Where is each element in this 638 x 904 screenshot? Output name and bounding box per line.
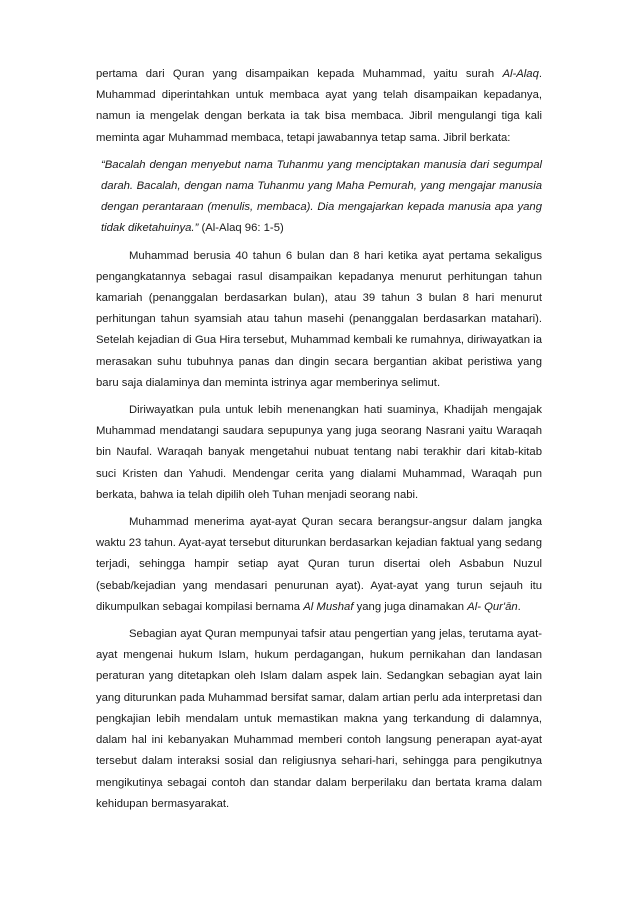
- paragraph-1: [96, 64, 542, 149]
- paragraph-2: Muhammad berusia 40 tahun 6 bulan dan 8 hari ketika ayat pertama sekaligus pengangkatannya sebagai rasul disampaikan kepadanya menurut perhitungan tahun kamariah (penanggalan berdasarkan bulan), atau 39 tahun 3 bulan 8 hari menurut perhitungan tahun syamsiah atau tahun masehi (penanggalan berdasarkan matahari). Setelah kejadian di Gua Hira tersebut, Muhammad kembali ke rumahnya, diriwayatkan ia merasakan suhu tubuhnya panas dan dingin secara bergantian akibat peristiwa yang baru saja dialaminya dan meminta istrinya agar memberinya selimut.: [96, 249, 542, 389]
- paragraph-4: [96, 512, 542, 618]
- quote-reference: (Al-Alaq 96: 1-5): [198, 222, 284, 235]
- paragraph-3: Diriwayatkan pula untuk lebih menenangkan hati suaminya, Khadijah mengajak Muhammad mendatangi saudara sepupunya yang juga seorang Nasrani yaitu Waraqah bin Naufal. Waraqah banyak mengetahui nubuat tentang nabi terakhir dari kitab-kitab suci Kristen dan Yahudi. Mendengar cerita yang dialami Muhammad, Waraqah pun berkata, bahwa ia telah dipilih oleh Tuhan menjadi seorang nabi.: [96, 404, 542, 501]
- paragraph-1-text-b: . Muhammad diperintahkan untuk membaca ayat yang telah disampaikan kepadanya, namun ia mengelak dengan berkata ia tak bisa membaca. Jibril mengulangi tiga kali meminta agar Muhammad membaca, tetapi jawabannya tetap sama. Jibril berkata:: [96, 68, 542, 144]
- paragraph-4-text-b: yang juga dinamakan: [353, 600, 468, 613]
- paragraph-1-text-a: pertama dari Quran yang disampaikan kepada Muhammad, yaitu surah: [96, 68, 503, 80]
- paragraph-4-text-c: .: [517, 600, 521, 613]
- quote-text: “Bacalah dengan menyebut nama Tuhanmu yang menciptakan manusia dari segumpal darah. Bacalah, dengan nama Tuhanmu yang Maha Pemurah, yang mengajar manusia dengan perantaraan (menulis, membaca). Dia mengajarkan kepada manusia apa yang tidak diketahuinya.”: [101, 158, 542, 235]
- quran-name: Al- Qur'ān: [467, 600, 518, 613]
- mushaf-name: Al Mushaf: [303, 600, 354, 613]
- surah-name: Al-Alaq: [502, 68, 539, 80]
- paragraph-5: Sebagian ayat Quran mempunyai tafsir atau pengertian yang jelas, terutama ayat-ayat mengenai hukum Islam, hukum perdagangan, hukum pernikahan dan landasan peraturan yang ditetapkan oleh Islam dalam aspek lain. Sedangkan sebagian ayat lain yang diturunkan pada Muhammad bersifat samar, dalam artian perlu ada interpretasi dan pengkajian lebih mendalam untuk memastikan makna yang terkandung di dalamnya, dalam hal ini kebanyakan Muhammad memberi contoh langsung penerapan ayat-ayat tersebut dalam interaksi sosial dan religiusnya sehari-hari, sehingga para pengikutnya mengikutinya sebagai contoh dan standar dalam berperilaku dan bertata krama dalam kehidupan bermasyarakat.: [96, 628, 542, 810]
- document-page: [96, 64, 542, 815]
- paragraph-4-text-a: Muhammad menerima ayat-ayat Quran secara berangsur-angsur dalam jangka waktu 23 tahun. Ayat-ayat tersebut diturunkan berdasarkan kejadian faktual yang sedang terjadi, sehingga hampir setiap ayat Quran turun disertai oleh Asbabun Nuzul (sebab/kejadian yang mendasari penurunan ayat). Ayat-ayat yang turun sejauh itu dikumpulkan sebagai kompilasi bernama: [96, 516, 542, 613]
- quran-quote: [96, 155, 542, 240]
